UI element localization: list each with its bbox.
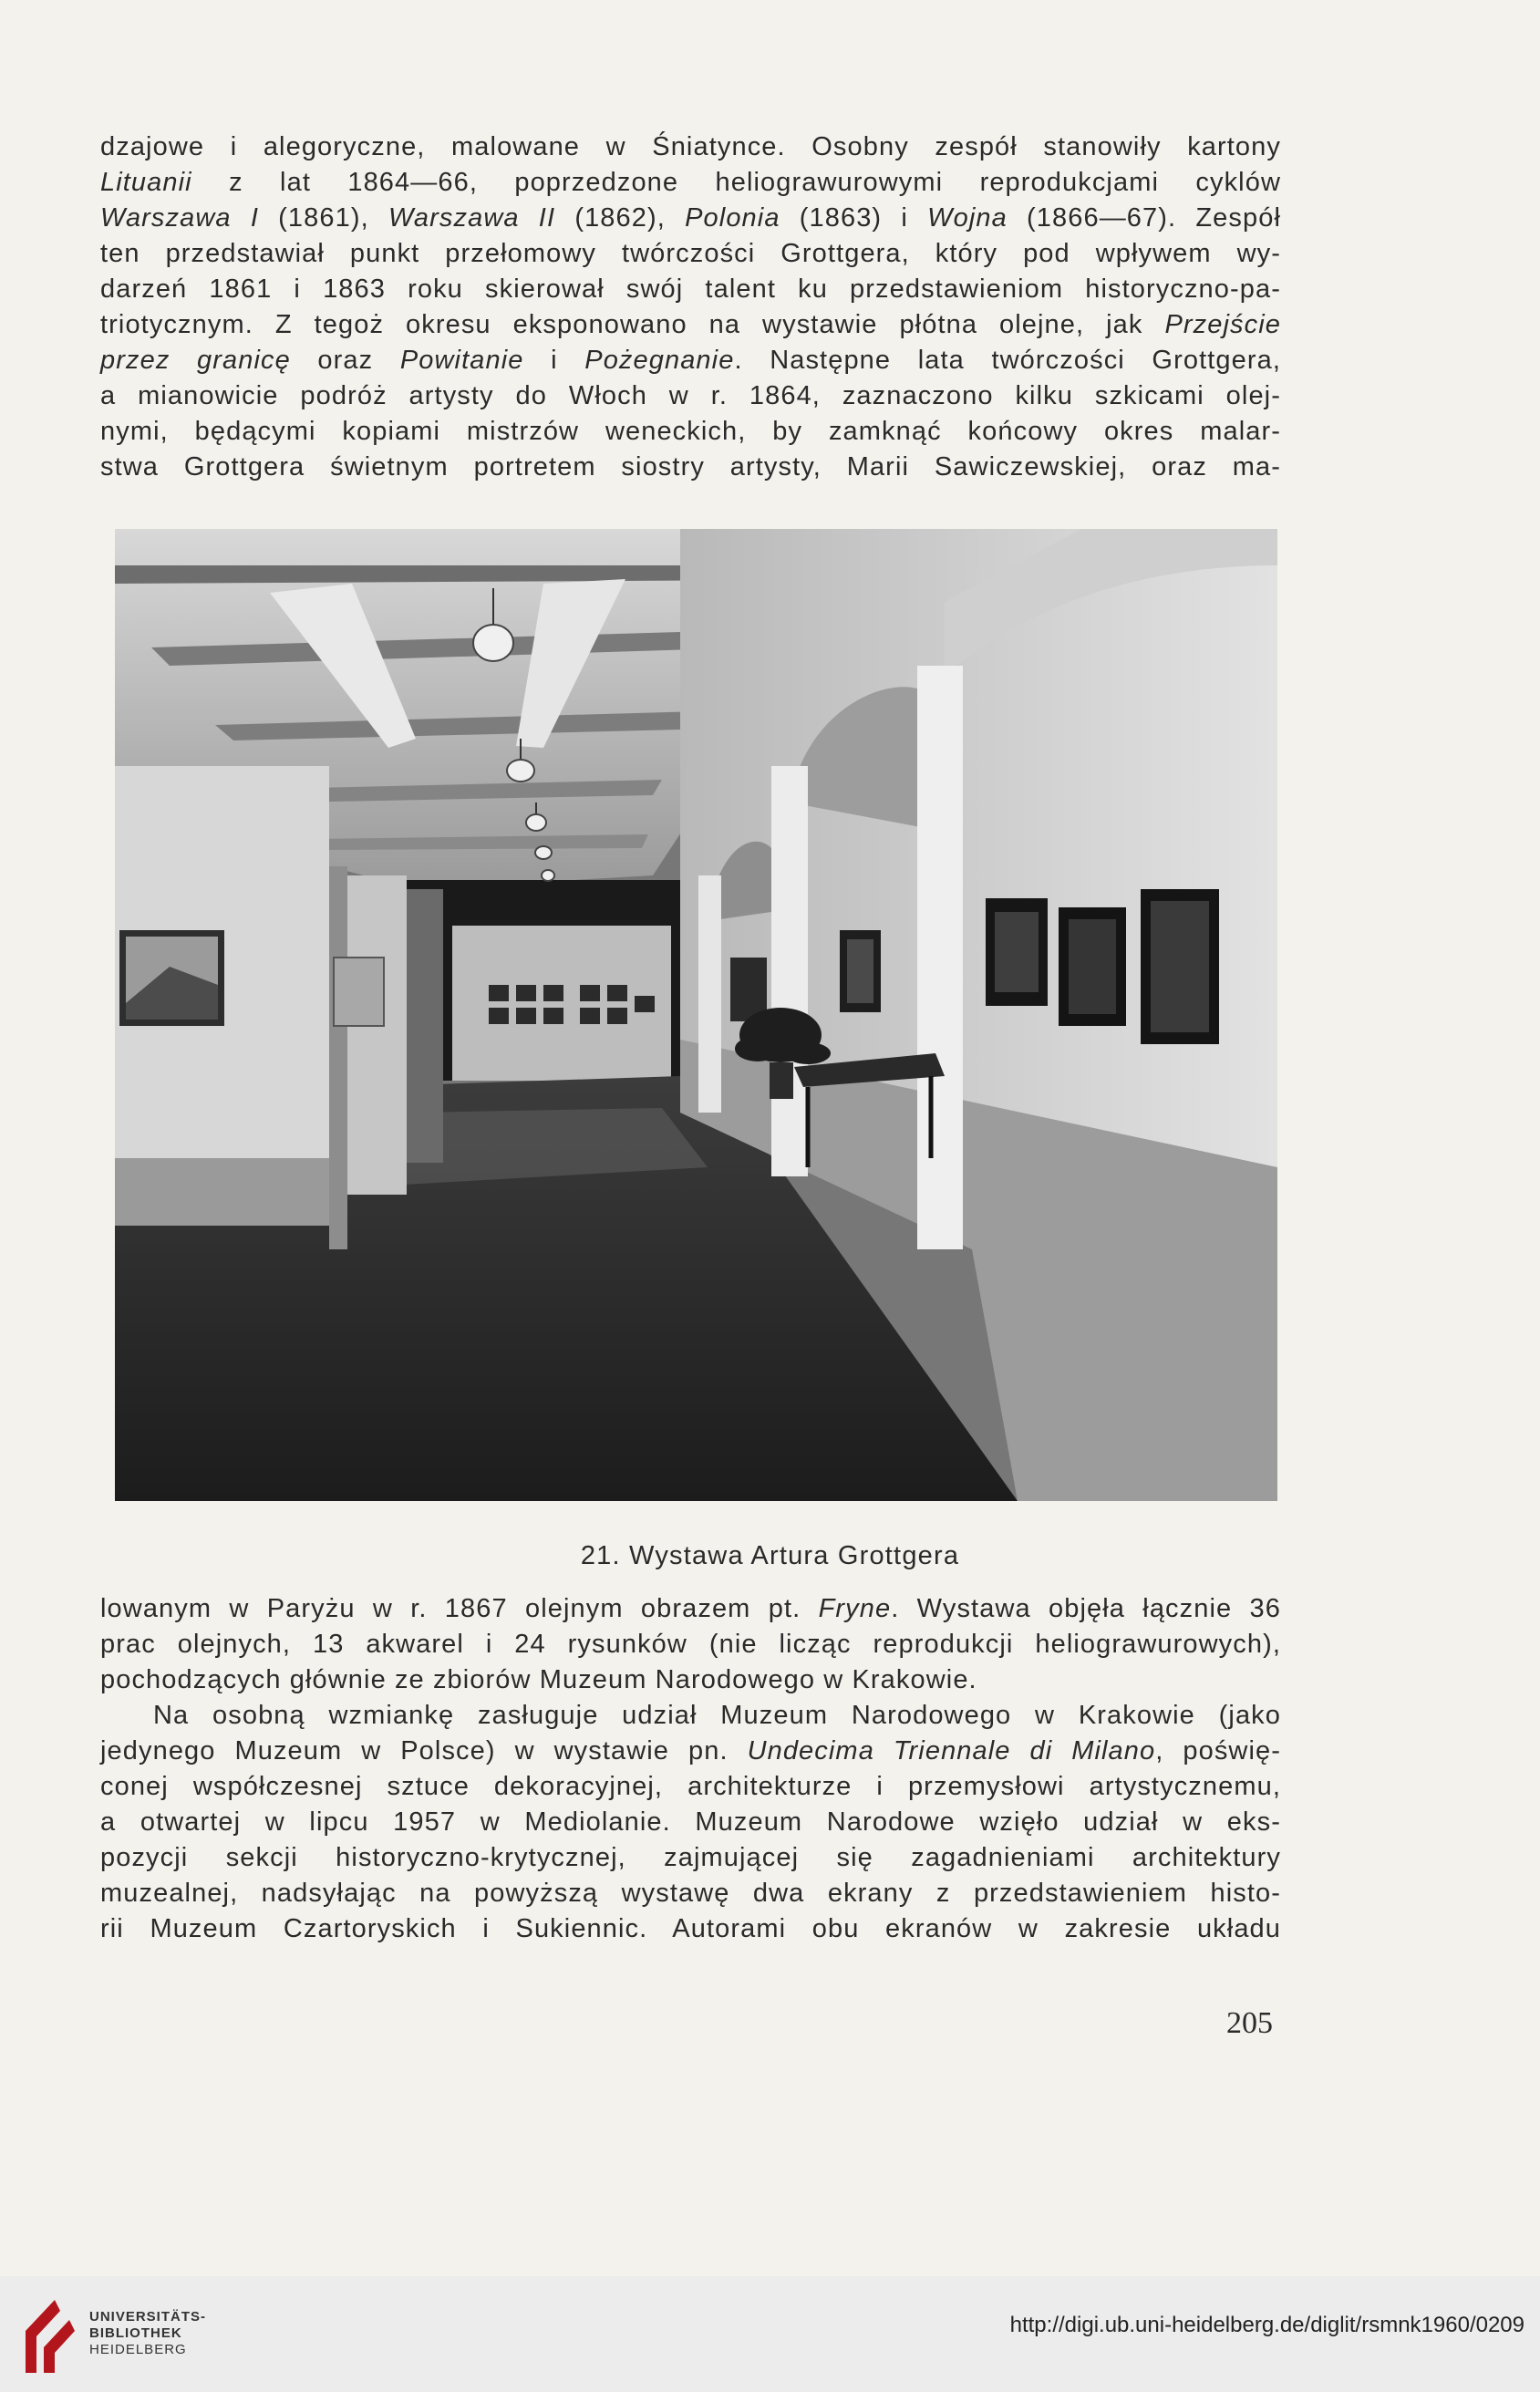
italic-title: Polonia	[685, 203, 780, 233]
text-line: stwa Grottgera świetnym portretem siostry artysty, Marii Sawiczewskiej, oraz ma-	[100, 452, 1281, 482]
text-line: Lituanii z lat 1864—66, poprzedzone heliograwurowymi reprodukcjami cyklów	[100, 168, 1281, 197]
text-line: przez granicę oraz Powitanie i Pożegnanie. Następne lata twórczości Grottgera,	[100, 346, 1281, 375]
permalink-url[interactable]: http://digi.ub.uni-heidelberg.de/diglit/rsmnk1960/0209	[1009, 2313, 1524, 2337]
italic-title: Pożegnanie	[584, 346, 735, 375]
text-line: prac olejnych, 13 akwarel i 24 rysunków (nie licząc reprodukcji heliograwurowych),	[100, 1630, 1281, 1659]
footer-bar	[0, 2276, 1540, 2392]
text-line: lowanym w Paryżu w r. 1867 olejnym obrazem pt. Fryne. Wystawa objęła łącznie 36	[100, 1594, 1281, 1623]
text-line: ten przedstawiał punkt przełomowy twórczości Grottgera, który pod wpływem wy-	[100, 239, 1281, 268]
text-line: conej współczesnej sztuce dekoracyjnej, architekturze i przemysłowi artystycznemu,	[100, 1772, 1281, 1801]
text-line: pochodzących głównie ze zbiorów Muzeum Narodowego w Krakowie.	[100, 1665, 977, 1694]
italic-title: Warszawa II	[388, 203, 556, 233]
text-line: darzeń 1861 i 1863 roku skierował swój talent ku przedstawieniom historyczno-pa-	[100, 274, 1281, 304]
figure-caption: 21. Wystawa Artura Grottgera	[580, 1541, 960, 1570]
text-line: a otwartej w lipcu 1957 w Mediolanie. Muzeum Narodowe wzięło udział w eks-	[100, 1807, 1281, 1837]
text-line: Warszawa I (1861), Warszawa II (1862), Polonia (1863) i Wojna (1866—67). Zespół	[100, 203, 1282, 233]
italic-title: Warszawa I	[100, 203, 259, 233]
text-line: a mianowicie podróż artysty do Włoch w r. 1864, zaznaczono kilku szkicami olej-	[100, 381, 1281, 410]
heidelberg-library-logo-icon	[16, 2294, 80, 2378]
text-line: rii Muzeum Czartoryskich i Sukiennic. Autorami obu ekranów w zakresie układu	[100, 1914, 1281, 1943]
text-line: nymi, będącymi kopiami mistrzów weneckich, by zamknąć końcowy okres malar-	[100, 417, 1281, 446]
library-name-line: UNIVERSITÄTS-	[89, 2309, 207, 2325]
italic-title: Przejście	[1164, 310, 1281, 339]
text-line: dzajowe i alegoryczne, malowane w Śniatynce. Osobny zespół stanowiły kartony	[100, 132, 1281, 161]
exhibition-photo	[115, 529, 1277, 1501]
italic-title: Fryne	[818, 1594, 892, 1623]
library-name-line: HEIDELBERG	[89, 2342, 187, 2357]
italic-title: Lituanii	[100, 168, 192, 197]
text-line: jedynego Muzeum w Polsce) w wystawie pn. Undecima Triennale di Milano, poświę-	[100, 1736, 1281, 1766]
text-line: Na osobną wzmiankę zasługuje udział Muzeum Narodowego w Krakowie (jako	[153, 1701, 1281, 1730]
italic-title: Wojna	[927, 203, 1008, 233]
text-line: triotycznym. Z tegoż okresu eksponowano na wystawie płótna olejne, jak Przejście	[100, 310, 1281, 339]
library-name-line: BIBLIOTHEK	[89, 2325, 182, 2341]
text-line: muzealnej, nadsyłając na powyższą wystawę dwa ekrany z przedstawieniem histo-	[100, 1879, 1281, 1908]
italic-title: Powitanie	[399, 346, 524, 375]
bottom-paragraphs	[100, 1591, 1281, 1947]
italic-title: przez granicę	[100, 346, 291, 375]
text-line: pozycji sekcji historyczno-krytycznej, zajmującej się zagadnieniami architektury	[100, 1843, 1281, 1872]
top-paragraph	[100, 129, 1281, 485]
italic-title: Undecima Triennale di Milano	[747, 1736, 1156, 1766]
library-name	[89, 2309, 206, 2358]
page-number: 205	[1226, 2006, 1273, 2040]
